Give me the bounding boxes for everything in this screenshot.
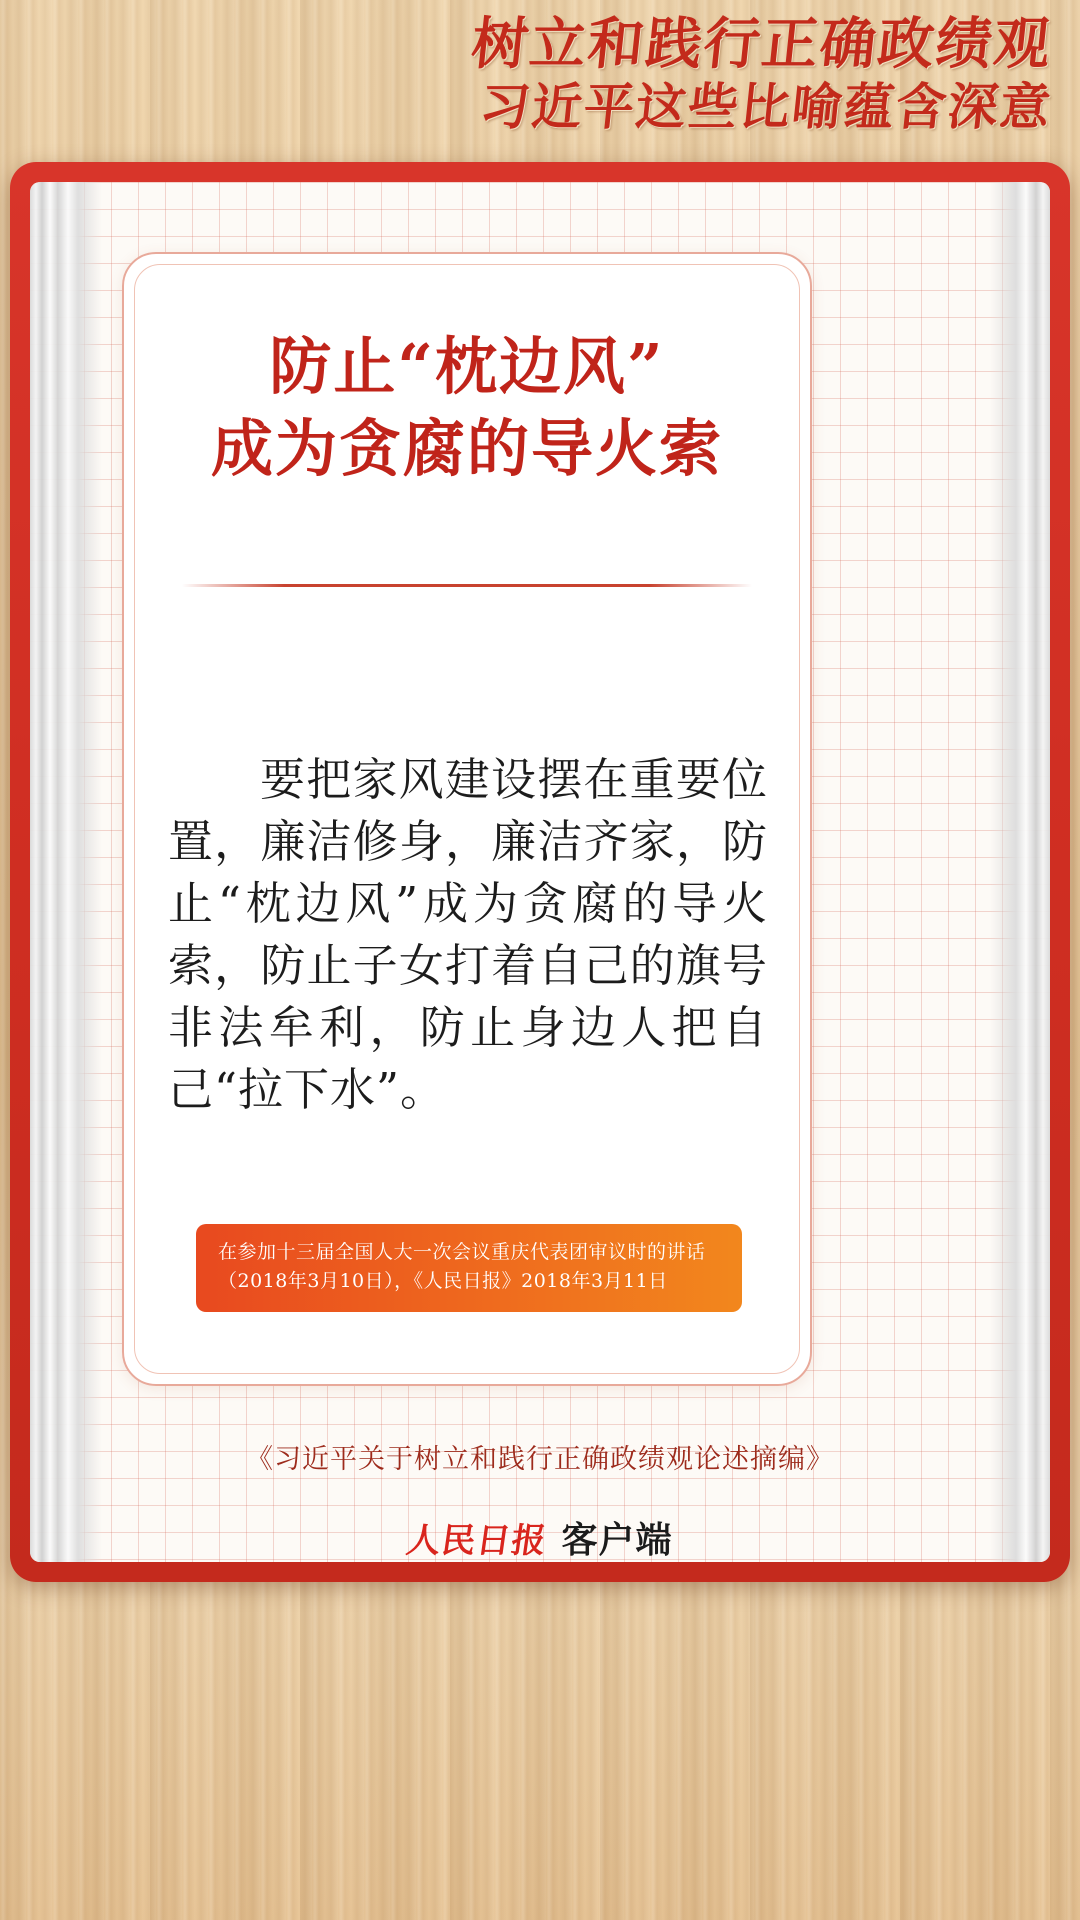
source-badge (196, 1224, 742, 1312)
book-citation: 《习近平关于树立和践行正确政绩观论述摘编》 (246, 1444, 834, 1475)
grid-paper (30, 182, 1050, 1562)
header-title-line1: 树立和践行正确政绩观 (468, 11, 1056, 77)
quote-body: 要把家风建设摆在重要位置，廉洁修身，廉洁齐家，防止“枕边风”成为贪腐的导火索，防止子女打着自己的旗号非法牟利，防止身边人把自己“拉下水”。 (168, 753, 768, 1116)
header-title-line2: 习近平这些比喻蕴含深意 (476, 77, 1056, 136)
poster-header (0, 0, 1080, 160)
content-panel (122, 252, 812, 1386)
source-line-1: 在参加十三届全国人大一次会议重庆代表团审议时的讲话 (218, 1241, 706, 1263)
page-title (124, 326, 810, 490)
page-title-line1: 防止“枕边风” (269, 330, 665, 403)
title-divider (182, 584, 752, 587)
red-card-frame (10, 162, 1070, 1582)
peoples-daily-logo-text: 客户端 (561, 1519, 673, 1561)
source-line-2: （2018年3月10日），《人民日报》2018年3月11日 (218, 1270, 668, 1292)
publisher-logo (30, 1512, 1050, 1562)
peoples-daily-logo-mark: 人民日报 (404, 1521, 550, 1561)
page-title-line2: 成为贪腐的导火索 (210, 412, 723, 485)
